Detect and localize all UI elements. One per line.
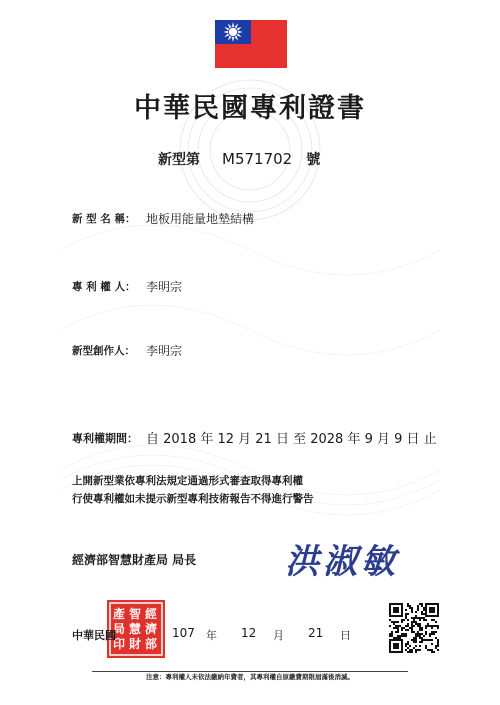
certificate-number-line [158, 149, 320, 169]
note-line-2: 行使專利權如未提示新型專利技術報告不得進行警告 [72, 493, 314, 505]
creator-value: 李明宗 [146, 344, 183, 358]
svg-text:慧: 慧 [129, 622, 142, 636]
period-label: 專利權期間： [72, 432, 138, 445]
creator-label: 新型創作人： [72, 345, 135, 357]
certificate-type-label: 新型第 [158, 152, 200, 168]
issue-date-month-unit: 月 [273, 629, 284, 642]
svg-text:局: 局 [113, 622, 126, 636]
certificate-title: 中華民國專利證書 [134, 93, 366, 124]
roc-flag-icon [215, 20, 287, 68]
note-line-1: 上開新型業依專利法規定通過形式審查取得專利權 [72, 475, 303, 487]
svg-text:智: 智 [129, 607, 142, 621]
qr-code-icon [387, 601, 441, 655]
svg-text:部: 部 [145, 637, 158, 651]
svg-text:印: 印 [113, 637, 126, 651]
period-value: 自 2018 年 12 月 21 日 至 2028 年 9 月 9 日 止 [146, 432, 437, 447]
issue-date-day-unit: 日 [340, 629, 351, 642]
model-name-value: 地板用能量地墊結構 [146, 212, 255, 226]
issue-date-month: 12 [241, 626, 257, 640]
svg-text:洪淑敏: 洪淑敏 [285, 542, 399, 582]
issue-date-year-unit: 年 [206, 629, 217, 642]
director-signature [283, 537, 423, 583]
certificate-number: M571702 [222, 150, 293, 168]
model-name-label: 新 型 名 稱： [72, 213, 136, 225]
svg-text:經: 經 [145, 607, 158, 621]
footer-notice: 注意：專利權人未依法繳納年費者，其專利權自原繳費期限屆滿後消滅。 [146, 673, 354, 681]
issuer-label: 經濟部智慧財產局 局長 [72, 553, 197, 567]
issue-date-year: 107 [172, 626, 195, 640]
issue-date-era-label: 中華民國 [72, 629, 116, 642]
issue-date-day: 21 [308, 626, 324, 640]
certificate-number-suffix: 號 [306, 152, 321, 168]
patentee-label: 專 利 權 人： [72, 281, 136, 293]
patentee-value: 李明宗 [146, 280, 183, 294]
svg-text:濟: 濟 [145, 622, 158, 636]
svg-text:產: 產 [113, 607, 126, 621]
svg-text:財: 財 [129, 637, 142, 651]
